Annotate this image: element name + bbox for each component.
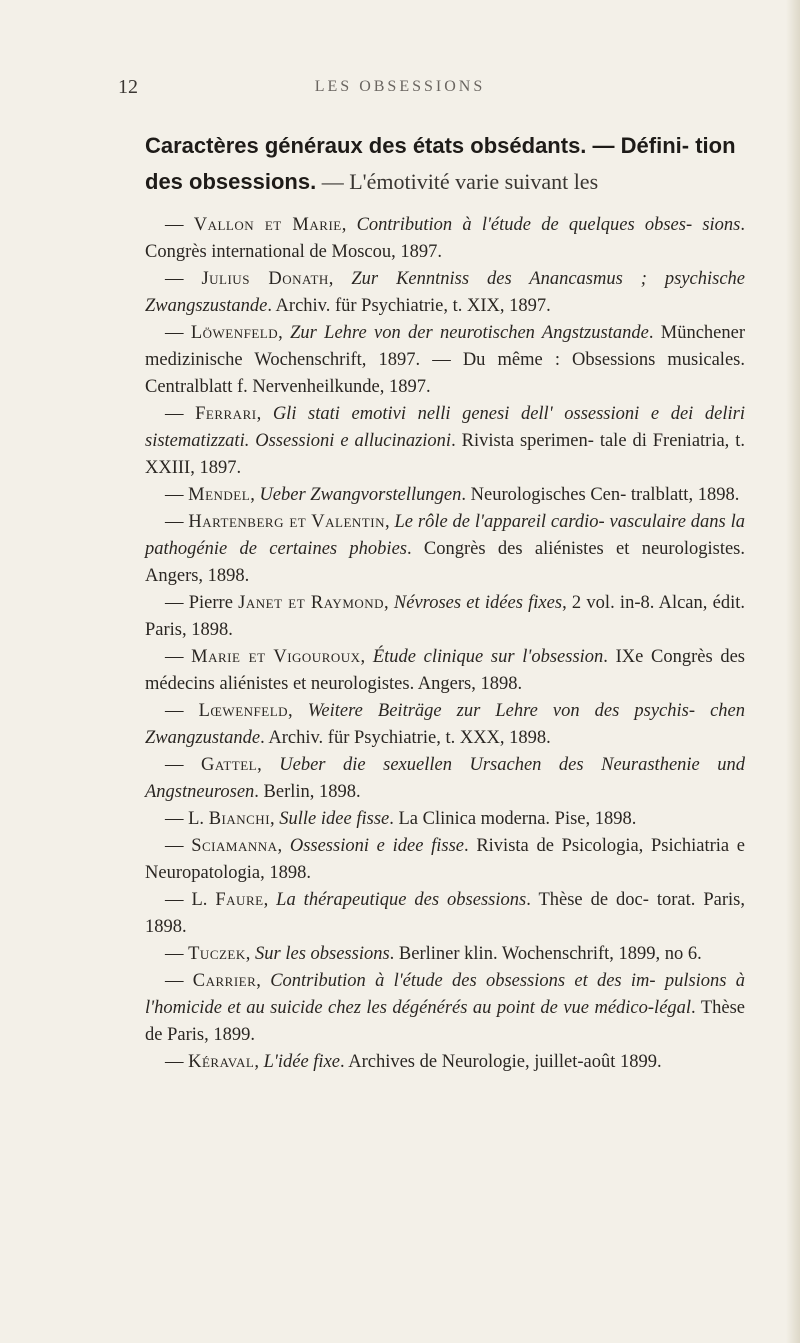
reference-entry xyxy=(145,833,745,887)
reference-lead: — L. xyxy=(165,809,209,829)
reference-lead: — Pierre xyxy=(165,593,239,613)
reference-entry xyxy=(145,320,745,401)
reference-authors: Janet et Raymond xyxy=(238,593,385,613)
reference-entry xyxy=(145,806,745,833)
reference-separator: , xyxy=(245,944,256,964)
reference-entry xyxy=(145,1049,745,1076)
reference-authors: Lœwenfeld xyxy=(198,701,289,721)
reference-details: . Rivista de Psicologia, Psichiatria e Neuropatologia, 1898. xyxy=(145,836,746,883)
reference-authors: Hartenberg et Valentin xyxy=(188,512,385,532)
page-edge-shadow xyxy=(786,0,800,1343)
reference-separator: , xyxy=(263,890,277,910)
reference-title: Étude clinique sur l'obsession xyxy=(372,647,604,667)
reference-entry xyxy=(145,401,745,482)
page-number: 12 xyxy=(118,76,138,98)
reference-title: Le rôle de l'appareil cardio- vasculaire dans la pathogénie de certaines phobies xyxy=(145,512,746,559)
reference-title: Zur Lehre von der neurotischen Angstzustande xyxy=(290,323,649,343)
reference-lead: — xyxy=(165,512,189,532)
reference-authors: Mendel xyxy=(188,485,251,505)
reference-title: Contribution à l'étude des obsessions et des im- pulsions à l'homicide et au suicide chez les dégénérés au point de vue médico-légal xyxy=(145,971,746,1018)
reference-details: . Archiv. für Psychiatrie, t. XXX, 1898. xyxy=(260,728,551,748)
reference-separator: , xyxy=(257,755,280,775)
reference-authors: Ferrari xyxy=(195,404,257,424)
reference-details: . Berlin, 1898. xyxy=(254,782,361,802)
section-heading-bold: Caractères généraux des états obsédants. — Défini- tion des obsessions. xyxy=(145,133,736,194)
reference-separator: , xyxy=(256,971,271,991)
reference-authors: Marie et Vigouroux xyxy=(191,647,361,667)
running-title: LES OBSESSIONS xyxy=(314,78,486,95)
reference-entry xyxy=(145,212,745,266)
reference-separator: , xyxy=(277,836,290,856)
reference-details: . Congrès des aliénistes et neurologistes. Angers, 1898. xyxy=(145,539,745,586)
reference-title: Ossessioni e idee fisse xyxy=(289,836,464,856)
reference-lead: — xyxy=(165,404,196,424)
reference-lead: — xyxy=(165,1052,189,1072)
reference-lead: — xyxy=(165,485,189,505)
reference-authors: Bianchi xyxy=(208,809,271,829)
reference-entry xyxy=(145,482,745,509)
reference-lead: — xyxy=(165,323,191,343)
reference-title: Ueber Zwangvorstellungen xyxy=(259,485,462,505)
reference-entry xyxy=(145,887,745,941)
reference-authors: Gattel xyxy=(201,755,258,775)
reference-authors: Kéraval xyxy=(188,1052,255,1072)
reference-entry xyxy=(145,968,745,1049)
reference-entry xyxy=(145,509,745,590)
reference-separator: , xyxy=(270,809,280,829)
reference-details: . La Clinica moderna. Pise, 1898. xyxy=(389,809,637,829)
reference-separator: , xyxy=(288,701,308,721)
reference-separator: , xyxy=(250,485,260,505)
reference-details: . Thèse de Paris, 1899. xyxy=(145,998,745,1045)
reference-entry xyxy=(145,752,745,806)
reference-lead: — xyxy=(165,836,192,856)
reference-entry xyxy=(145,941,745,968)
reference-lead: — xyxy=(165,971,193,991)
reference-title: Sur les obsessions xyxy=(255,944,390,964)
reference-title: Gli stati emotivi nelli genesi dell' ossessioni e dei deliri sistematizzati. Ossessioni e allucinazioni xyxy=(145,404,746,451)
reference-separator: , xyxy=(256,404,273,424)
reference-authors: Vallon et Marie xyxy=(193,215,342,235)
reference-entry xyxy=(145,644,745,698)
reference-entry xyxy=(145,590,745,644)
reference-entry xyxy=(145,698,745,752)
section-heading xyxy=(145,128,745,200)
reference-details: . Berliner klin. Wochenschrift, 1899, no 6. xyxy=(389,944,702,964)
reference-details: . Neurologisches Cen- tralblatt, 1898. xyxy=(461,485,740,505)
reference-lead: — xyxy=(165,215,194,235)
reference-lead: — xyxy=(165,755,202,775)
reference-list xyxy=(145,212,745,1076)
reference-separator: , xyxy=(384,512,395,532)
reference-details: . Rivista sperimen- tale di Freniatria, t. XXIII, 1897. xyxy=(145,431,745,478)
reference-lead: — L. xyxy=(165,890,216,910)
reference-details: . Archiv. für Psychiatrie, t. XIX, 1897. xyxy=(267,296,551,316)
reference-lead: — xyxy=(165,701,199,721)
reference-title: Sulle idee fisse xyxy=(279,809,390,829)
reference-title: La thérapeutique des obsessions xyxy=(276,890,527,910)
reference-authors: Carrier xyxy=(192,971,257,991)
reference-separator: , xyxy=(384,593,394,613)
reference-separator: , xyxy=(328,269,352,289)
running-head xyxy=(0,76,800,106)
reference-lead: — xyxy=(165,269,202,289)
reference-details: . Congrès international de Moscou, 1897. xyxy=(145,215,746,262)
reference-authors: Faure xyxy=(215,890,264,910)
reference-separator: , xyxy=(341,215,357,235)
reference-authors: Tuczek xyxy=(188,944,246,964)
reference-title: Contribution à l'étude de quelques obses- sions xyxy=(356,215,741,235)
reference-lead: — xyxy=(165,944,189,964)
reference-authors: Sciamanna xyxy=(191,836,278,856)
reference-details: , 2 vol. in-8. Alcan, édit. Paris, 1898. xyxy=(145,593,745,640)
reference-title: Weitere Beiträge zur Lehre von des psychis- chen Zwangzustande xyxy=(145,701,745,748)
reference-authors: Julius Donath xyxy=(201,269,329,289)
reference-separator: , xyxy=(278,323,291,343)
reference-title: Ueber die sexuellen Ursachen des Neurasthenie und Angstneurosen xyxy=(145,755,746,802)
reference-authors: Löwenfeld xyxy=(190,323,279,343)
reference-separator: , xyxy=(360,647,373,667)
reference-title: L'idée fixe xyxy=(263,1052,340,1072)
reference-details: . Archives de Neurologie, juillet-août 1899. xyxy=(340,1052,662,1072)
reference-lead: — xyxy=(165,647,192,667)
reference-entry xyxy=(145,266,745,320)
reference-separator: , xyxy=(254,1052,264,1072)
reference-title: Zur Kenntniss des Anancasmus ; psychische Zwangszustande xyxy=(145,269,745,316)
section-heading-continuation: — L'émotivité varie suivant les xyxy=(316,169,599,194)
reference-details: . IXe Congrès des médecins aliénistes et neurologistes. Angers, 1898. xyxy=(145,647,745,694)
reference-details: . Münchener medizinische Wochenschrift, 1897. — Du même : Obsessions musicales. Centralblatt f. Nervenheilkunde, 1897. xyxy=(145,323,746,397)
reference-details: . Thèse de doc- torat. Paris, 1898. xyxy=(145,890,746,937)
reference-title: Névroses et idées fixes xyxy=(393,593,563,613)
